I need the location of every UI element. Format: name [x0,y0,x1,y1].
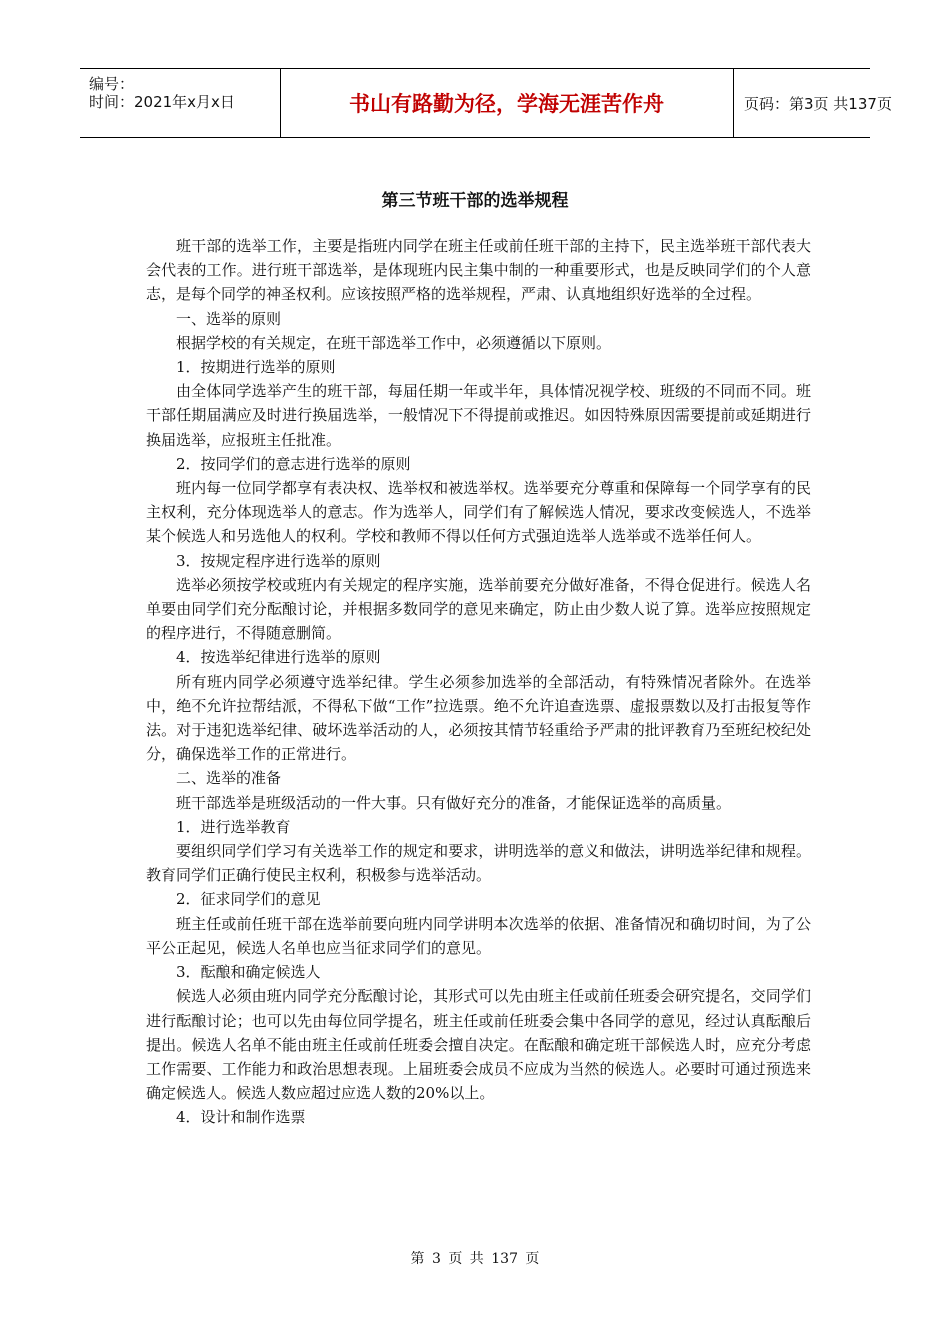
subsection-heading: 1．进行选举教育 [176,817,291,836]
page-header [80,68,892,138]
subsection-heading: 3．按规定程序进行选举的原则 [176,551,381,570]
paragraph: 根据学校的有关规定，在班干部选举工作中，必须遵循以下原则。 [176,333,612,352]
subsection-heading: 2．按同学们的意志进行选举的原则 [176,454,411,473]
paragraph: 候选人必须由班内同学充分酝酿讨论，其形式可以先由班主任或前任班委会研究提名，交同学们进行酝酿讨论；也可以先由每位同学提名，班主任或前任班委会集中各同学的意见，经过认真酝酿后提出。候选人名单不能由班主任或前任班委会擅自决定。在酝酿和确定班干部候选人时，应充分考虑工作需要、工作能力和政治思想表现。上届班委会成员不应成为当然的候选人。必要时可通过预选来确定候选人。候选人数应超过应选人数的20%以上。 [146,987,811,1103]
subsection-heading: 4．设计和制作选票 [176,1108,306,1127]
paragraph: 班干部的选举工作，主要是指班内同学在班主任或前任班干部的主持下，民主选举班干部代表大会代表的工作。进行班干部选举，是体现班内民主集中制的一种重要形式，也是反映同学们的个人意志，是每个同学的神圣权利。应该按照严格的选举规程，严肃、认真地组织好选举的全过程。 [146,237,811,304]
document-title: 第三节班干部的选举规程 [381,191,569,211]
header-info-cell [80,69,281,137]
section-heading: 二、选举的准备 [176,769,282,788]
paragraph: 班干部选举是班级活动的一件大事。只有做好充分的准备，才能保证选举的高质量。 [176,793,732,812]
document-time-label: 时间：2021年x月x日 [89,93,235,111]
paragraph: 班主任或前任班干部在选举前要向班内同学讲明本次选举的依据、准备情况和确切时间，为了公平公正起见，候选人名单也应当征求同学们的意见。 [146,914,811,957]
header-page-label: 页码：第3页 共137页 [744,94,892,113]
document-body [146,234,811,1130]
subsection-heading: 1．按期进行选举的原则 [176,358,336,377]
paragraph: 班内每一位同学都享有表决权、选举权和被选举权。选举要充分尊重和保障每一个同学享有的民主权利，充分体现选举人的意志。作为选举人，同学们有了解候选人情况，要求改变候选人，不选举某个候选人和另选他人的权利。学校和教师不得以任何方式强迫选举人选举或不选举任何人。 [146,479,811,546]
subsection-heading: 2．征求同学们的意见 [176,890,321,909]
section-heading: 一、选举的原则 [176,309,282,328]
paragraph: 由全体同学选举产生的班干部，每届任期一年或半年，具体情况视学校、班级的不同而不同。班干部任期届满应及时进行换届选举，一般情况下不得提前或推迟。如因特殊原因需要提前或延期进行换届选举，应报班主任批准。 [146,382,811,449]
document-number-label: 编号： [89,75,135,93]
header-motto: 书山有路勤为径，学海无涯苦作舟 [280,69,734,137]
paragraph: 要组织同学们学习有关选举工作的规定和要求，讲明选举的意义和做法，讲明选举纪律和规程。教育同学们正确行使民主权利，积极参与选举活动。 [146,842,811,885]
paragraph: 所有班内同学必须遵守选举纪律。学生必须参加选举的全部活动，有特殊情况者除外。在选举中，绝不允许拉帮结派，不得私下做“工作”拉选票。绝不允许追查选票、虚报票数以及打击报复等作法。对于违犯选举纪律、破坏选举活动的人，必须按其情节轻重给予严肃的批评教育乃至班纪校纪处分，确保选举工作的正常进行。 [146,672,811,764]
paragraph: 选举必须按学校或班内有关规定的程序实施，选举前要充分做好准备，不得仓促进行。候选人名单要由同学们充分酝酿讨论，并根据多数同学的意见来确定，防止由少数人说了算。选举应按照规定的程序进行，不得随意删简。 [146,575,811,643]
page-footer: 第 3 页 共 137 页 [410,1251,540,1267]
subsection-heading: 3．酝酿和确定候选人 [176,963,321,982]
subsection-heading: 4．按选举纪律进行选举的原则 [176,648,381,667]
